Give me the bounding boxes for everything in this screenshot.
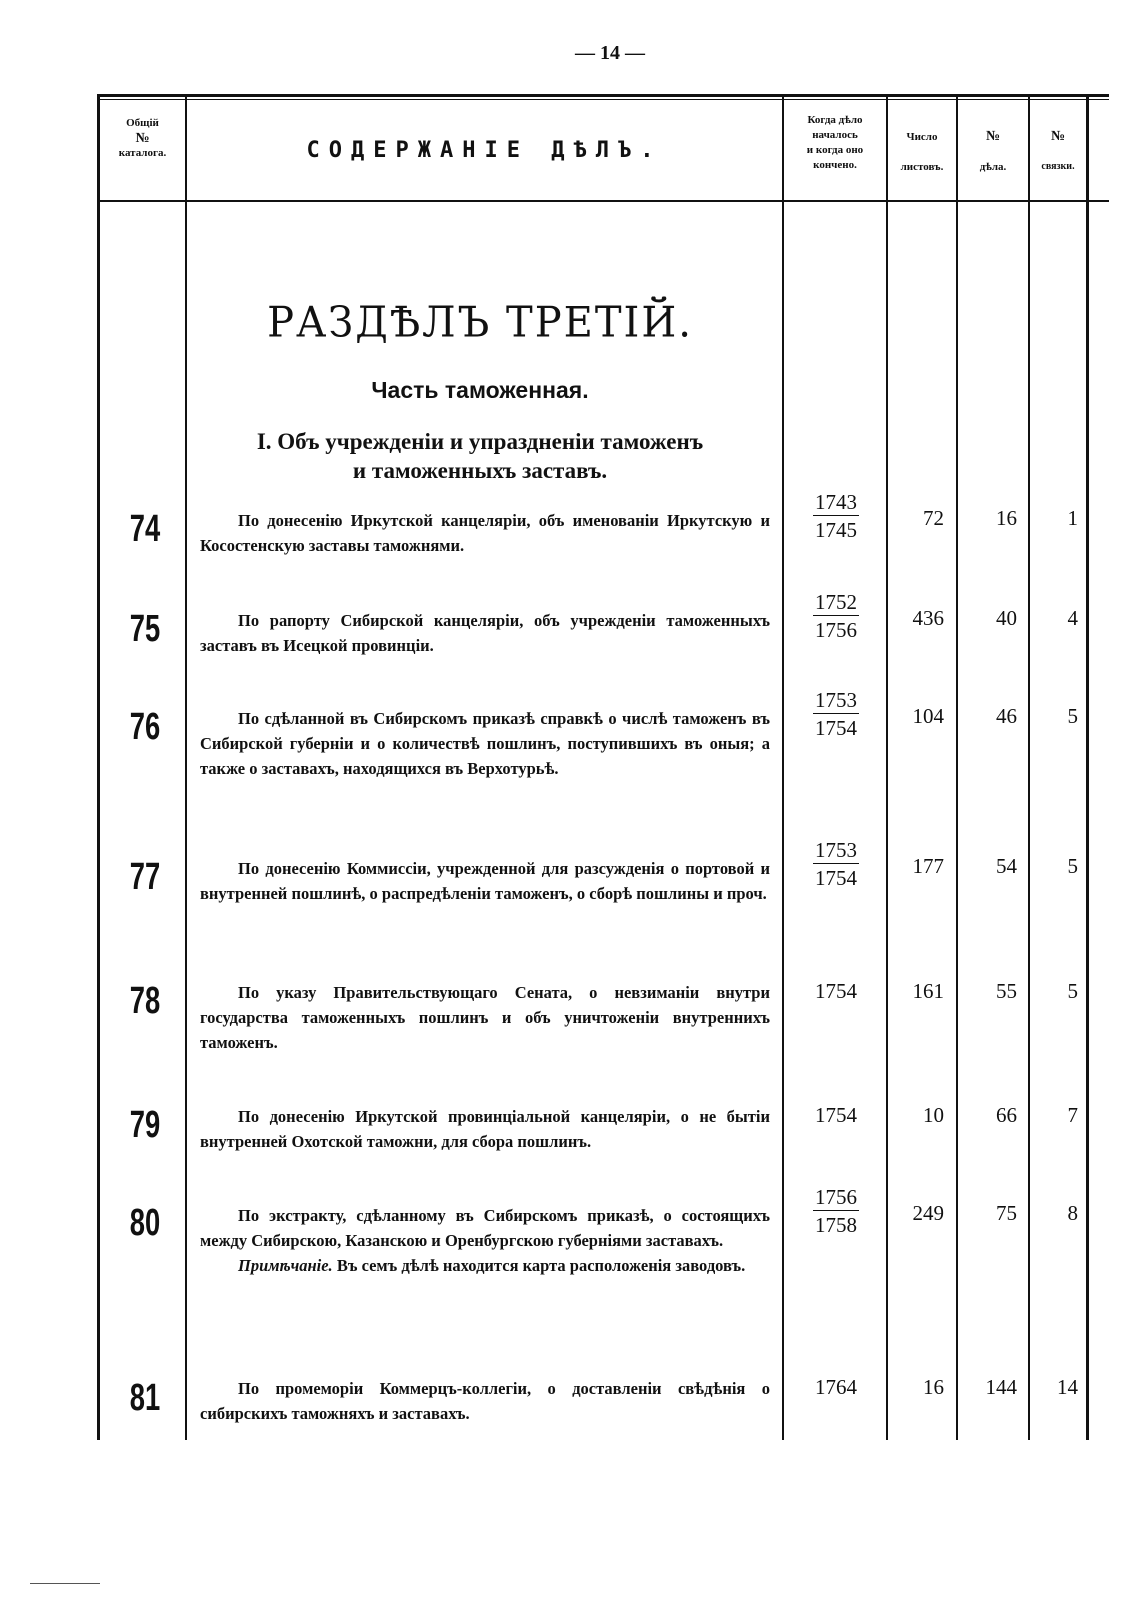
entry-bundle: 14 bbox=[1057, 1375, 1078, 1399]
entry-description: По указу Правительствующаго Сената, о невзиманіи внутри государства таможенныхъ пошлинъ и объ уничтоженіи внутреннихъ таможенъ. bbox=[200, 983, 770, 1052]
entry-description: По сдѣланной въ Сибирскомъ приказѣ справкѣ о числѣ таможенъ въ Сибирской губерніи и о количествѣ пошлинъ, поступившихъ въ оныя; а также о заставахъ, находящихся въ Верхотурьѣ. bbox=[200, 709, 770, 778]
entry-case: 54 bbox=[996, 854, 1017, 878]
entry-case: 46 bbox=[996, 704, 1017, 728]
footer-rule bbox=[30, 1583, 100, 1584]
entry-case: 75 bbox=[996, 1201, 1017, 1225]
col-divider-2 bbox=[782, 97, 784, 1440]
entry-sheets: 249 bbox=[912, 1201, 944, 1225]
entry-number: 78 bbox=[129, 980, 161, 1022]
entry-sheets: 10 bbox=[923, 1103, 944, 1127]
entry-date: 1764 bbox=[815, 1375, 857, 1399]
entry-number: 74 bbox=[129, 508, 161, 550]
header-case: № дѣла. bbox=[979, 129, 1007, 173]
entry-date: 1754 bbox=[815, 979, 857, 1003]
entry-sheets: 177 bbox=[912, 854, 944, 878]
entry-description: По рапорту Сибирской канцеляріи, объ учрежденіи таможенныхъ заставъ въ Исецкой провинціи. bbox=[200, 611, 770, 655]
header-bundle: № связки. bbox=[1041, 129, 1075, 172]
entry-case: 16 bbox=[996, 506, 1017, 530]
entry-case: 40 bbox=[996, 606, 1017, 630]
entry-sheets: 104 bbox=[912, 704, 944, 728]
section-title: РАЗДѢЛЪ ТРЕТІЙ. bbox=[267, 298, 693, 348]
entry-case: 66 bbox=[996, 1103, 1017, 1127]
header-sheets: Число листовъ. bbox=[900, 131, 944, 173]
entry-description: По промеморіи Коммерцъ-коллегіи, о доставленіи свѣдѣнія о сибирскихъ таможняхъ и заставахъ. bbox=[200, 1379, 770, 1423]
col-divider-5 bbox=[1028, 97, 1030, 1440]
entry-text: По экстракту, сдѣланному въ Сибирскомъ приказѣ, о состоящихъ между Сибирскою, Казанскою и Оренбургскою губерніями заставахъ. bbox=[200, 1206, 770, 1250]
entry-description bbox=[200, 1203, 770, 1278]
entry-sheets: 16 bbox=[923, 1375, 944, 1399]
entry-number: 79 bbox=[129, 1104, 161, 1146]
part-title: Часть таможенная. bbox=[371, 377, 589, 403]
entry-number: 81 bbox=[129, 1377, 161, 1419]
page-number: — 14 — bbox=[575, 42, 645, 64]
entry-date: 1754 bbox=[815, 1103, 857, 1127]
left-border bbox=[97, 94, 100, 1440]
entry-bundle: 5 bbox=[1067, 979, 1078, 1003]
entry-bundle: 1 bbox=[1067, 506, 1078, 530]
entry-note: Примѣчаніе. Въ семъ дѣлѣ находится карта расположенія заводовъ. bbox=[238, 1256, 746, 1275]
header-catalog: Общій № каталога. bbox=[118, 117, 167, 159]
entry-description: По донесенію Иркутской провинціальной канцеляріи, о не бытіи внутренней Охотской таможни, для сбора пошлинъ. bbox=[200, 1107, 770, 1151]
entry-bundle: 4 bbox=[1067, 606, 1078, 630]
entry-case: 55 bbox=[996, 979, 1017, 1003]
entry-number: 80 bbox=[129, 1202, 161, 1244]
entry-description: По донесенію Иркутской канцеляріи, объ именованіи Иркутскую и Косостенскую заставы таможнями. bbox=[200, 511, 770, 555]
header-content: СОДЕРЖАНІЕ ДѢЛЪ. bbox=[306, 138, 663, 163]
entry-description: По донесенію Коммиссіи, учрежденной для разсужденія о портовой и внутренней пошлинѣ, о распредѣленіи таможенъ, о сборѣ пошлины и проч. bbox=[200, 859, 770, 903]
entry-date: $\frac{1752}{1756}$ bbox=[815, 590, 857, 642]
entry-bundle: 5 bbox=[1067, 854, 1078, 878]
entry-date: $\frac{1756}{1758}$ bbox=[815, 1185, 857, 1237]
entry-bundle: 5 bbox=[1067, 704, 1078, 728]
right-border bbox=[1086, 94, 1089, 1440]
entry-case: 144 bbox=[985, 1375, 1017, 1399]
entry-number: 77 bbox=[129, 856, 161, 898]
entry-number: 75 bbox=[129, 608, 161, 650]
entry-date: $\frac{1753}{1754}$ bbox=[815, 838, 857, 890]
entry-number: 76 bbox=[129, 706, 161, 748]
col-divider-4 bbox=[956, 97, 958, 1440]
col-divider-3 bbox=[886, 97, 888, 1440]
subheading: I. Объ учрежденіи и упраздненіи таможенъ и таможенныхъ заставъ. bbox=[256, 429, 704, 483]
entry-date: $\frac{1743}{1745}$ bbox=[815, 490, 857, 542]
entry-date: $\frac{1753}{1754}$ bbox=[815, 688, 857, 740]
entry-sheets: 436 bbox=[912, 606, 944, 630]
entry-sheets: 161 bbox=[912, 979, 944, 1003]
entry-bundle: 7 bbox=[1067, 1103, 1078, 1127]
entry-sheets: 72 bbox=[923, 506, 944, 530]
entry-bundle: 8 bbox=[1067, 1201, 1078, 1225]
col-divider-1 bbox=[185, 97, 187, 1440]
header-dates: Когда дѣло началось и когда оно кончено. bbox=[806, 114, 864, 171]
